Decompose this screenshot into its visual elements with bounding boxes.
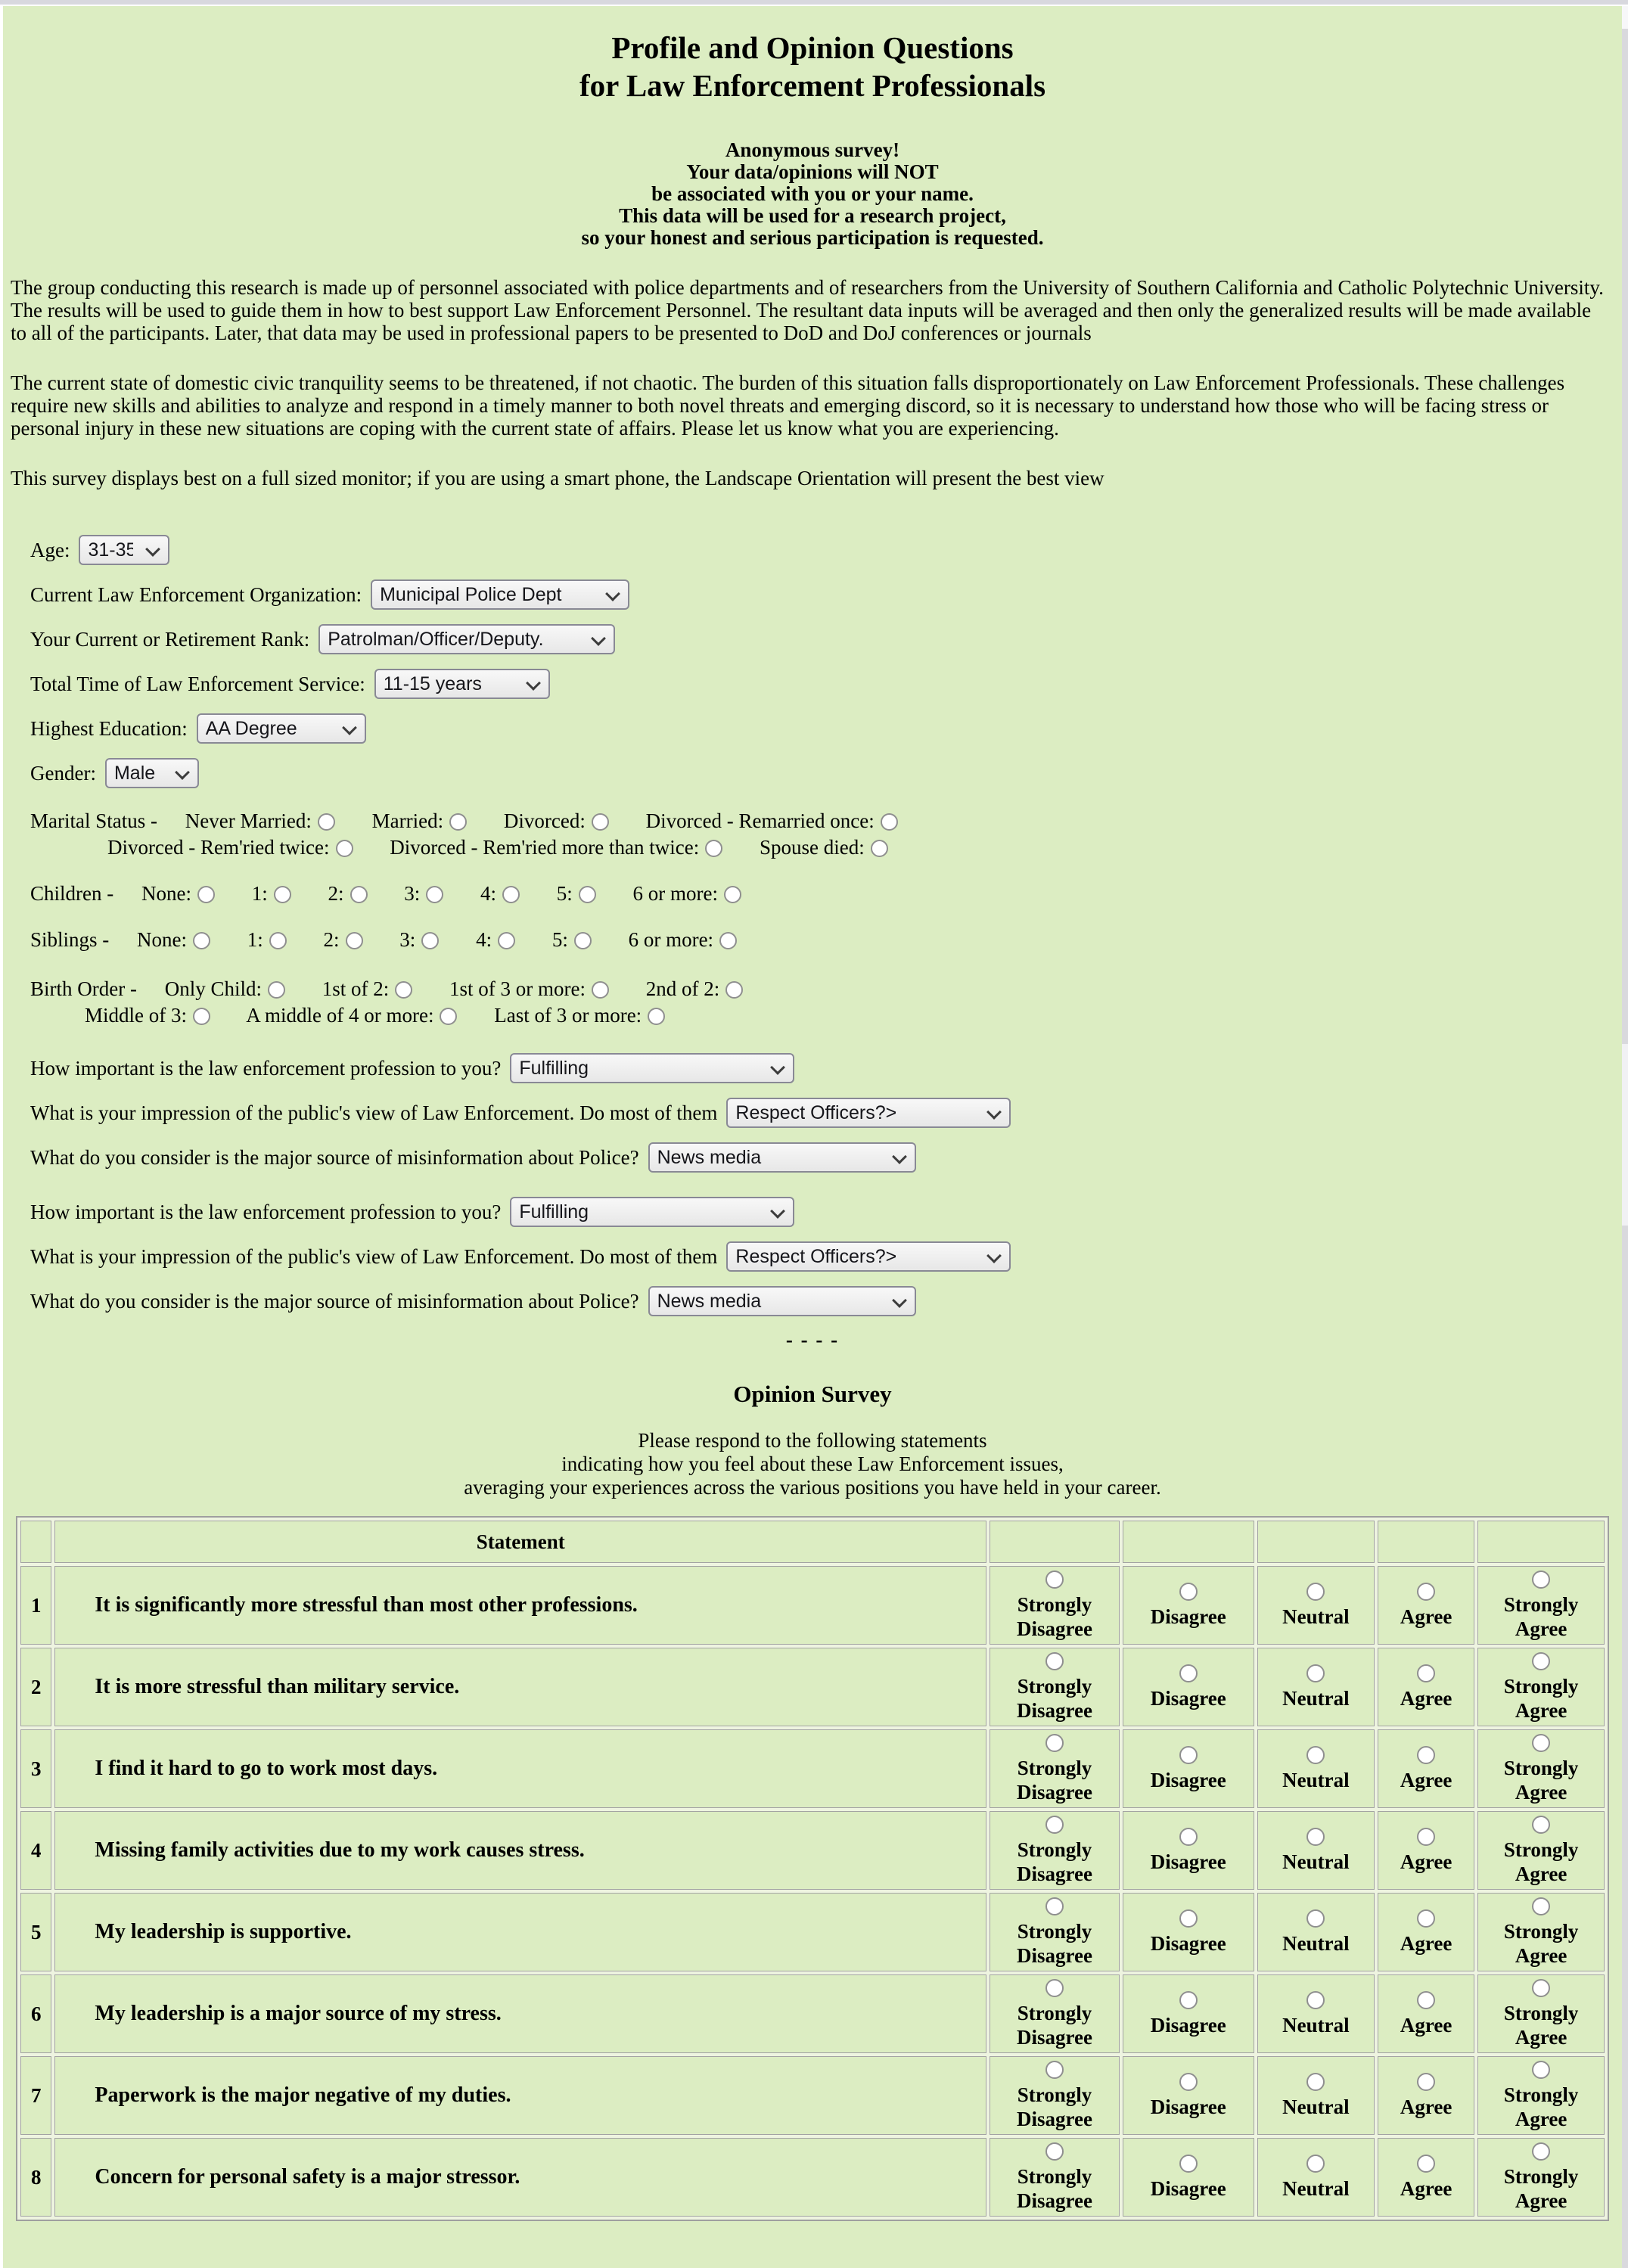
scale-label: Strongly Disagree — [1016, 2001, 1092, 2049]
radio-option: 6 or more: — [633, 882, 741, 905]
agree-radio[interactable] — [1417, 1909, 1435, 1928]
siblings-6-or-more-radio[interactable] — [719, 932, 737, 949]
scale-label: Neutral — [1282, 1850, 1350, 1873]
birth-middle-of-4-radio[interactable] — [440, 1008, 457, 1025]
neutral-cell — [1257, 1811, 1375, 1890]
disagree-cell — [1123, 2056, 1254, 2135]
age-label: Age: — [30, 538, 70, 561]
marital-status-group-line2 — [107, 834, 1622, 861]
neutral-radio[interactable] — [1306, 1828, 1325, 1846]
misinformation-label: What do you consider is the major source of misinformation about Police? — [30, 1145, 639, 1169]
rank-field-row — [30, 624, 1622, 654]
strongly-agree-cell — [1477, 1974, 1605, 2053]
scale-label: Neutral — [1282, 2176, 1350, 2200]
scale-label: Strongly Agree — [1503, 1919, 1579, 1967]
agree-cell — [1378, 1974, 1474, 2053]
table-header-row — [20, 1521, 1605, 1563]
strongly-disagree-cell — [990, 2138, 1120, 2217]
misinformation-field-row-1 — [30, 1142, 1622, 1173]
agree-cell — [1378, 1893, 1474, 1971]
strongly-disagree-radio[interactable] — [1045, 2142, 1064, 2161]
row-number: 8 — [20, 2138, 51, 2217]
birth-2nd-of-2-radio[interactable] — [725, 981, 743, 999]
radio-option: Last of 3 or more: — [494, 1004, 665, 1027]
agree-radio[interactable] — [1417, 2073, 1435, 2091]
children-none-radio[interactable] — [197, 886, 215, 903]
strongly-agree-cell — [1477, 1893, 1605, 1971]
scale-label: Strongly Disagree — [1016, 1592, 1092, 1640]
strongly-agree-cell — [1477, 1566, 1605, 1645]
marital-status-group — [30, 808, 1622, 834]
neutral-radio[interactable] — [1306, 2073, 1325, 2091]
intro-paragraph-1: The group conducting this research is made up of personnel associated with police departments and of researchers from the University of Southern California and Catholic Polytechnic University. The results will be used to guide them in how to best support Law Enforcement Personnel. The resultant data inputs will be averaged and then only the generalized results will be made available to all of the participants. Later, that data may be used in professional papers to be presented to DoD and DoJ conferences or journals — [11, 276, 1604, 344]
row-number: 5 — [20, 1893, 51, 1971]
scale-label: Strongly Disagree — [1016, 1838, 1092, 1885]
scrollbar[interactable] — [1622, 6, 1628, 2268]
table-row — [20, 1729, 1605, 1808]
education-select[interactable] — [197, 713, 366, 744]
importance-select-2[interactable] — [510, 1197, 794, 1227]
strongly-disagree-cell — [990, 1729, 1120, 1808]
disagree-cell — [1123, 1729, 1254, 1808]
siblings-label: Siblings - — [30, 928, 110, 951]
table-row — [20, 1648, 1605, 1726]
rank-label: Your Current or Retirement Rank: — [30, 627, 310, 651]
scale-label: Strongly Agree — [1503, 2001, 1579, 2049]
marital-divorced-radio[interactable] — [592, 813, 609, 831]
service-time-select[interactable] — [374, 669, 550, 699]
row-statement: Paperwork is the major negative of my duties. — [54, 2056, 986, 2135]
education-field-row — [30, 713, 1622, 744]
scale-header-cell — [1477, 1521, 1605, 1563]
strongly-disagree-cell — [990, 1648, 1120, 1726]
radio-option: Married: — [372, 809, 467, 832]
organization-field-row — [30, 579, 1622, 610]
importance-select-1[interactable] — [510, 1053, 794, 1083]
strongly-disagree-cell — [990, 1974, 1120, 2053]
misinformation-field-row-2 — [30, 1286, 1622, 1316]
browser-chrome-edge — [0, 0, 1628, 6]
scale-header-cell — [1257, 1521, 1375, 1563]
strongly-disagree-cell — [990, 1811, 1120, 1890]
radio-option: 4: — [480, 882, 520, 905]
siblings-5-radio[interactable] — [574, 932, 592, 949]
table-row — [20, 2056, 1605, 2135]
public-view-label: What is your impression of the public's view of Law Enforcement. Do most of them — [30, 1244, 718, 1268]
strongly-disagree-radio[interactable] — [1045, 1979, 1064, 1997]
siblings-2-radio[interactable] — [346, 932, 363, 949]
public-view-label: What is your impression of the public's view of Law Enforcement. Do most of them — [30, 1101, 718, 1124]
scale-label: Strongly Agree — [1503, 2083, 1579, 2130]
birth-only-child-radio[interactable] — [268, 981, 285, 999]
strongly-disagree-cell — [990, 2056, 1120, 2135]
birth-order-label: Birth Order - — [30, 977, 137, 1000]
misinformation-label: What do you consider is the major source of misinformation about Police? — [30, 1289, 639, 1313]
public-view-select-2[interactable] — [726, 1241, 1011, 1272]
birth-1st-of-2-radio[interactable] — [395, 981, 412, 999]
radio-option: 2: — [328, 882, 367, 905]
agree-cell — [1378, 2138, 1474, 2217]
radio-option: Never Married: — [185, 809, 335, 832]
strongly-agree-radio[interactable] — [1532, 2142, 1550, 2161]
scale-label: Agree — [1400, 1850, 1452, 1873]
children-group — [30, 881, 1622, 907]
scale-label: Disagree — [1150, 2176, 1226, 2200]
scale-label: Strongly Disagree — [1016, 1919, 1092, 1967]
importance-label: How important is the law enforcement profession to you? — [30, 1056, 502, 1080]
siblings-3-radio[interactable] — [421, 932, 439, 949]
intro-paragraph-3: This survey displays best on a full sized monitor; if you are using a smart phone, the Landscape Orientation will present the best view — [11, 467, 1104, 489]
marital-status-label: Marital Status - — [30, 809, 157, 832]
strongly-agree-cell — [1477, 2138, 1605, 2217]
marital-remarried-once-radio[interactable] — [881, 813, 898, 831]
agree-cell — [1378, 1729, 1474, 1808]
row-number: 4 — [20, 1811, 51, 1890]
radio-option: Middle of 3: — [85, 1004, 210, 1027]
scale-label: Agree — [1400, 1768, 1452, 1791]
scale-label: Disagree — [1150, 1850, 1226, 1873]
survey-page — [3, 6, 1622, 2268]
marital-remarried-twice-radio[interactable] — [336, 840, 353, 857]
siblings-1-radio[interactable] — [269, 932, 287, 949]
number-header-cell — [20, 1521, 51, 1563]
row-statement: My leadership is supportive. — [54, 1893, 986, 1971]
birth-1st-of-3-radio[interactable] — [592, 981, 609, 999]
anonymity-notice: Anonymous survey! Your data/opinions will NOT be associated with you or your name. This data will be used for a research project, so your honest and serious participation is requested. — [581, 138, 1044, 249]
marital-married-radio[interactable] — [449, 813, 467, 831]
disagree-cell — [1123, 2138, 1254, 2217]
neutral-radio[interactable] — [1306, 1991, 1325, 2009]
scale-header-cell — [1378, 1521, 1474, 1563]
children-4-radio[interactable] — [502, 886, 520, 903]
children-2-radio[interactable] — [350, 886, 368, 903]
profile-form — [30, 535, 1622, 1316]
importance-field-row-2 — [30, 1197, 1622, 1227]
page-title-line2: for Law Enforcement Professionals — [579, 68, 1046, 103]
neutral-cell — [1257, 2056, 1375, 2135]
public-view-field-row-1 — [30, 1098, 1622, 1128]
strongly-disagree-radio[interactable] — [1045, 1571, 1064, 1589]
strongly-agree-radio[interactable] — [1532, 1734, 1550, 1752]
row-statement: My leadership is a major source of my stress. — [54, 1974, 986, 2053]
strongly-agree-radio[interactable] — [1532, 1897, 1550, 1915]
neutral-cell — [1257, 1729, 1375, 1808]
radio-option: None: — [141, 882, 215, 905]
agree-radio[interactable] — [1417, 1828, 1435, 1846]
row-number: 2 — [20, 1648, 51, 1726]
public-view-select-1[interactable] — [726, 1098, 1011, 1128]
radio-option: None: — [137, 928, 210, 951]
strongly-disagree-radio[interactable] — [1045, 1652, 1064, 1670]
row-number: 3 — [20, 1729, 51, 1808]
public-view-field-row-2 — [30, 1241, 1622, 1272]
strongly-agree-radio[interactable] — [1532, 1652, 1550, 1670]
birth-order-group-line2 — [85, 1002, 1622, 1029]
strongly-agree-radio[interactable] — [1532, 1979, 1550, 1997]
statement-header-cell: Statement — [54, 1521, 986, 1563]
birth-last-of-3-radio[interactable] — [648, 1008, 665, 1025]
marital-remarried-more-radio[interactable] — [705, 840, 722, 857]
disagree-radio[interactable] — [1179, 1583, 1198, 1601]
radio-option: 1st of 3 or more: — [449, 977, 609, 1000]
disagree-radio[interactable] — [1179, 1991, 1198, 2009]
strongly-disagree-cell — [990, 1566, 1120, 1645]
scale-label: Agree — [1400, 2013, 1452, 2037]
scale-label: Disagree — [1150, 1768, 1226, 1791]
neutral-cell — [1257, 1974, 1375, 2053]
intro-paragraph-2: The current state of domestic civic tranquility seems to be threatened, if not chaotic. The burden of this situation falls disproportionately on Law Enforcement Professionals. These challenges require new skills and abilities to analyze and respond in a timely manner to both novel threats and emerging discord, so it is necessary to understand how those who will be facing stress or personal injury in these new situations are coping with the current state of affairs. Please let us know what you are experiencing. — [11, 371, 1565, 440]
misinformation-select-1[interactable] — [648, 1142, 916, 1173]
row-statement: I find it hard to go to work most days. — [54, 1729, 986, 1808]
row-number: 7 — [20, 2056, 51, 2135]
scale-label: Agree — [1400, 1686, 1452, 1710]
organization-select[interactable] — [371, 579, 629, 610]
radio-option: 2nd of 2: — [646, 977, 744, 1000]
organization-label: Current Law Enforcement Organization: — [30, 583, 362, 606]
scale-label: Strongly Agree — [1503, 1592, 1579, 1640]
radio-option: 3: — [404, 882, 443, 905]
strongly-disagree-radio[interactable] — [1045, 2061, 1064, 2079]
siblings-none-radio[interactable] — [193, 932, 210, 949]
opinion-table — [16, 1516, 1609, 2221]
disagree-radio[interactable] — [1179, 1664, 1198, 1682]
disagree-cell — [1123, 1974, 1254, 2053]
table-row — [20, 2138, 1605, 2217]
neutral-radio[interactable] — [1306, 1909, 1325, 1928]
table-row — [20, 1893, 1605, 1971]
disagree-radio[interactable] — [1179, 1909, 1198, 1928]
agree-radio[interactable] — [1417, 1664, 1435, 1682]
row-statement: It is more stressful than military service. — [54, 1648, 986, 1726]
disagree-cell — [1123, 1566, 1254, 1645]
disagree-cell — [1123, 1811, 1254, 1890]
children-3-radio[interactable] — [426, 886, 443, 903]
agree-radio[interactable] — [1417, 2155, 1435, 2173]
radio-option: 1st of 2: — [322, 977, 413, 1000]
opinion-table-body — [20, 1521, 1605, 2217]
radio-option: Divorced - Rem'ried more than twice: — [390, 836, 722, 859]
page-title-line1: Profile and Opinion Questions — [611, 30, 1014, 65]
radio-option: 1: — [252, 882, 291, 905]
scale-label: Disagree — [1150, 2013, 1226, 2037]
strongly-agree-radio[interactable] — [1532, 1571, 1550, 1589]
scale-label: Strongly Agree — [1503, 1838, 1579, 1885]
scale-label: Disagree — [1150, 1605, 1226, 1628]
radio-option: Only Child: — [165, 977, 285, 1000]
birth-order-group — [30, 976, 1622, 1002]
agree-cell — [1378, 1566, 1474, 1645]
scale-label: Strongly Disagree — [1016, 1674, 1092, 1722]
opinion-instructions: Please respond to the following statements indicating how you feel about these Law Enforcement issues, averaging your experiences across the various positions you have held in your career. — [464, 1429, 1161, 1499]
children-5-radio[interactable] — [579, 886, 596, 903]
neutral-radio[interactable] — [1306, 1664, 1325, 1682]
rank-select[interactable] — [318, 624, 615, 654]
radio-option: 4: — [476, 928, 515, 951]
neutral-cell — [1257, 1648, 1375, 1726]
scale-label: Neutral — [1282, 1931, 1350, 1955]
siblings-group — [30, 927, 1622, 953]
scale-label: Disagree — [1150, 1931, 1226, 1955]
radio-option: Divorced: — [504, 809, 609, 832]
strongly-disagree-radio[interactable] — [1045, 1897, 1064, 1915]
service-time-field-row — [30, 669, 1622, 699]
disagree-cell — [1123, 1648, 1254, 1726]
radio-option: A middle of 4 or more: — [246, 1004, 457, 1027]
importance-label: How important is the law enforcement profession to you? — [30, 1200, 502, 1223]
table-row — [20, 1974, 1605, 2053]
neutral-cell — [1257, 2138, 1375, 2217]
scale-label: Agree — [1400, 2176, 1452, 2200]
scale-label: Neutral — [1282, 2095, 1350, 2118]
importance-field-row-1 — [30, 1053, 1622, 1083]
scale-label: Neutral — [1282, 2013, 1350, 2037]
disagree-cell — [1123, 1893, 1254, 1971]
scrollbar-thumb[interactable] — [1622, 1044, 1628, 1226]
strongly-agree-cell — [1477, 1811, 1605, 1890]
neutral-radio[interactable] — [1306, 1583, 1325, 1601]
radio-option: 3: — [399, 928, 439, 951]
gender-label: Gender: — [30, 761, 96, 784]
scale-label: Agree — [1400, 1605, 1452, 1628]
scale-label: Agree — [1400, 2095, 1452, 2118]
row-statement: It is significantly more stressful than most other professions. — [54, 1566, 986, 1645]
radio-option: 1: — [247, 928, 287, 951]
marital-never-married-radio[interactable] — [318, 813, 335, 831]
agree-radio[interactable] — [1417, 1991, 1435, 2009]
page-title — [3, 29, 1622, 104]
marital-spouse-died-radio[interactable] — [871, 840, 888, 857]
scale-label: Neutral — [1282, 1768, 1350, 1791]
scale-label: Strongly Disagree — [1016, 1756, 1092, 1804]
radio-option: Spouse died: — [760, 836, 888, 859]
neutral-radio[interactable] — [1306, 1746, 1325, 1764]
disagree-radio[interactable] — [1179, 1828, 1198, 1846]
scale-label: Strongly Disagree — [1016, 2164, 1092, 2212]
row-statement: Concern for personal safety is a major stressor. — [54, 2138, 986, 2217]
strongly-agree-radio[interactable] — [1532, 2061, 1550, 2079]
strongly-disagree-cell — [990, 1893, 1120, 1971]
table-row — [20, 1811, 1605, 1890]
radio-option: 5: — [557, 882, 596, 905]
children-label: Children - — [30, 882, 114, 905]
scale-label: Strongly Agree — [1503, 2164, 1579, 2212]
siblings-4-radio[interactable] — [498, 932, 515, 949]
strongly-agree-radio[interactable] — [1532, 1816, 1550, 1834]
disagree-radio[interactable] — [1179, 2073, 1198, 2091]
opinion-survey-heading: Opinion Survey — [733, 1381, 892, 1407]
radio-option: Divorced - Rem'ried twice: — [107, 836, 353, 859]
table-row — [20, 1566, 1605, 1645]
strongly-agree-cell — [1477, 2056, 1605, 2135]
section-separator: - - - - — [785, 1328, 840, 1351]
children-6-or-more-radio[interactable] — [724, 886, 741, 903]
neutral-radio[interactable] — [1306, 2155, 1325, 2173]
agree-cell — [1378, 2056, 1474, 2135]
scrollbar-top[interactable] — [1622, 6, 1628, 29]
strongly-disagree-radio[interactable] — [1045, 1816, 1064, 1834]
radio-option: 6 or more: — [629, 928, 737, 951]
children-1-radio[interactable] — [274, 886, 291, 903]
radio-option: 5: — [552, 928, 592, 951]
agree-cell — [1378, 1811, 1474, 1890]
strongly-disagree-radio[interactable] — [1045, 1734, 1064, 1752]
agree-cell — [1378, 1648, 1474, 1726]
age-field-row — [30, 535, 1622, 565]
scale-label: Disagree — [1150, 1686, 1226, 1710]
service-time-label: Total Time of Law Enforcement Service: — [30, 672, 365, 695]
birth-middle-of-3-radio[interactable] — [193, 1008, 210, 1025]
row-number: 6 — [20, 1974, 51, 2053]
scale-label: Strongly Disagree — [1016, 2083, 1092, 2130]
row-statement: Missing family activities due to my work causes stress. — [54, 1811, 986, 1890]
strongly-agree-cell — [1477, 1729, 1605, 1808]
scale-label: Strongly Agree — [1503, 1674, 1579, 1722]
radio-option: Divorced - Remarried once: — [646, 809, 898, 832]
education-label: Highest Education: — [30, 716, 188, 740]
neutral-cell — [1257, 1893, 1375, 1971]
age-select[interactable] — [79, 535, 169, 565]
disagree-radio[interactable] — [1179, 2155, 1198, 2173]
scale-label: Strongly Agree — [1503, 1756, 1579, 1804]
agree-radio[interactable] — [1417, 1746, 1435, 1764]
scale-label: Disagree — [1150, 2095, 1226, 2118]
neutral-cell — [1257, 1566, 1375, 1645]
scale-label: Agree — [1400, 1931, 1452, 1955]
scale-header-cell — [990, 1521, 1120, 1563]
disagree-radio[interactable] — [1179, 1746, 1198, 1764]
radio-option: 2: — [324, 928, 363, 951]
scale-header-cell — [1123, 1521, 1254, 1563]
gender-field-row — [30, 758, 1622, 788]
strongly-agree-cell — [1477, 1648, 1605, 1726]
agree-radio[interactable] — [1417, 1583, 1435, 1601]
row-number: 1 — [20, 1566, 51, 1645]
misinformation-select-2[interactable] — [648, 1286, 916, 1316]
scale-label: Neutral — [1282, 1605, 1350, 1628]
scale-label: Neutral — [1282, 1686, 1350, 1710]
gender-select[interactable] — [105, 758, 199, 788]
